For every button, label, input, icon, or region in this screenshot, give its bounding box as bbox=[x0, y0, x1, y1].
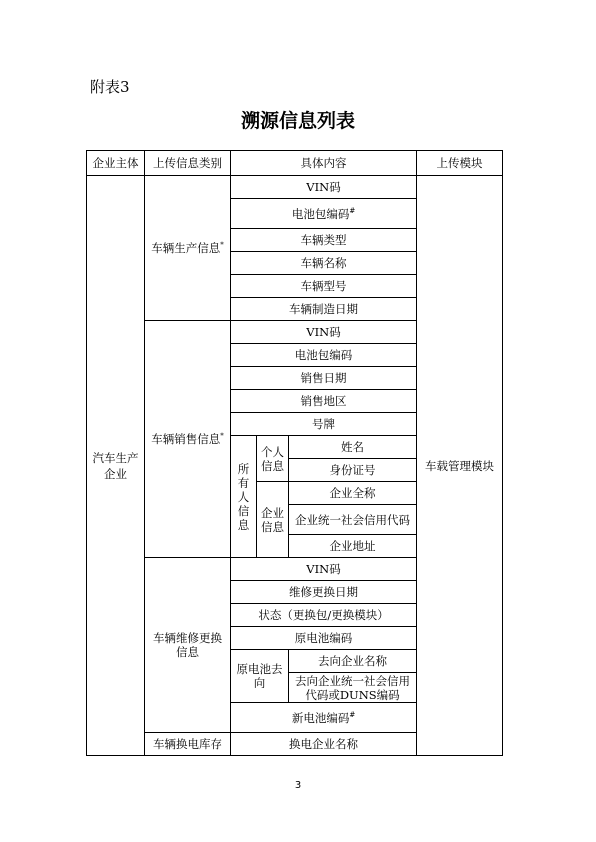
hash-mark: # bbox=[349, 710, 356, 719]
personal-info-cell: 个人信息 bbox=[257, 436, 289, 482]
category-sales: 车辆销售信息* bbox=[145, 321, 231, 558]
category-maintenance: 车辆维修更换信息 bbox=[145, 558, 231, 733]
asterisk-mark: * bbox=[220, 241, 224, 249]
content-cell: 销售地区 bbox=[231, 390, 417, 413]
content-cell: 电池包编码# bbox=[231, 199, 417, 229]
content-cell: 车辆型号 bbox=[231, 275, 417, 298]
content-cell: 号牌 bbox=[231, 413, 417, 436]
company-info-cell: 企业信息 bbox=[257, 482, 289, 558]
content-cell: 企业全称 bbox=[289, 482, 417, 505]
header-entity: 企业主体 bbox=[87, 151, 145, 176]
content-cell: VIN码 bbox=[231, 176, 417, 199]
content-cell: 状态（更换包/更换模块） bbox=[231, 604, 417, 627]
entity-cell: 汽车生产企业 bbox=[87, 176, 145, 756]
hash-mark: # bbox=[349, 206, 356, 215]
content-cell: 去向企业统一社会信用代码或DUNS编码 bbox=[289, 673, 417, 703]
content-cell: 电池包编码 bbox=[231, 344, 417, 367]
header-content: 具体内容 bbox=[231, 151, 417, 176]
owner-info-cell: 所有人信息 bbox=[231, 436, 257, 558]
content-cell: 姓名 bbox=[289, 436, 417, 459]
traceability-table bbox=[86, 150, 503, 756]
content-cell: 原电池编码 bbox=[231, 627, 417, 650]
content-cell: 企业地址 bbox=[289, 535, 417, 558]
content-cell: 维修更换日期 bbox=[231, 581, 417, 604]
content-cell: 销售日期 bbox=[231, 367, 417, 390]
content-cell: 车辆制造日期 bbox=[231, 298, 417, 321]
category-production: 车辆生产信息* bbox=[145, 176, 231, 321]
content-cell: 去向企业名称 bbox=[289, 650, 417, 673]
content-cell: 新电池编码# bbox=[231, 703, 417, 733]
asterisk-mark: * bbox=[220, 432, 224, 440]
content-cell: 身份证号 bbox=[289, 459, 417, 482]
header-category: 上传信息类别 bbox=[145, 151, 231, 176]
page-number: 3 bbox=[294, 780, 302, 791]
header-module: 上传模块 bbox=[417, 151, 503, 176]
content-cell: VIN码 bbox=[231, 558, 417, 581]
appendix-label: 附表3 bbox=[90, 78, 130, 96]
content-cell: 车辆类型 bbox=[231, 229, 417, 252]
category-swap: 车辆换电库存 bbox=[145, 733, 231, 756]
page-title: 溯源信息列表 bbox=[240, 110, 355, 132]
content-cell: 车辆名称 bbox=[231, 252, 417, 275]
content-cell: VIN码 bbox=[231, 321, 417, 344]
table-header-row bbox=[87, 151, 503, 176]
destination-cell: 原电池去向 bbox=[231, 650, 289, 703]
table-row bbox=[87, 176, 503, 199]
content-cell: 企业统一社会信用代码 bbox=[289, 505, 417, 535]
module-cell: 车载管理模块 bbox=[417, 176, 503, 756]
content-cell: 换电企业名称 bbox=[231, 733, 417, 756]
